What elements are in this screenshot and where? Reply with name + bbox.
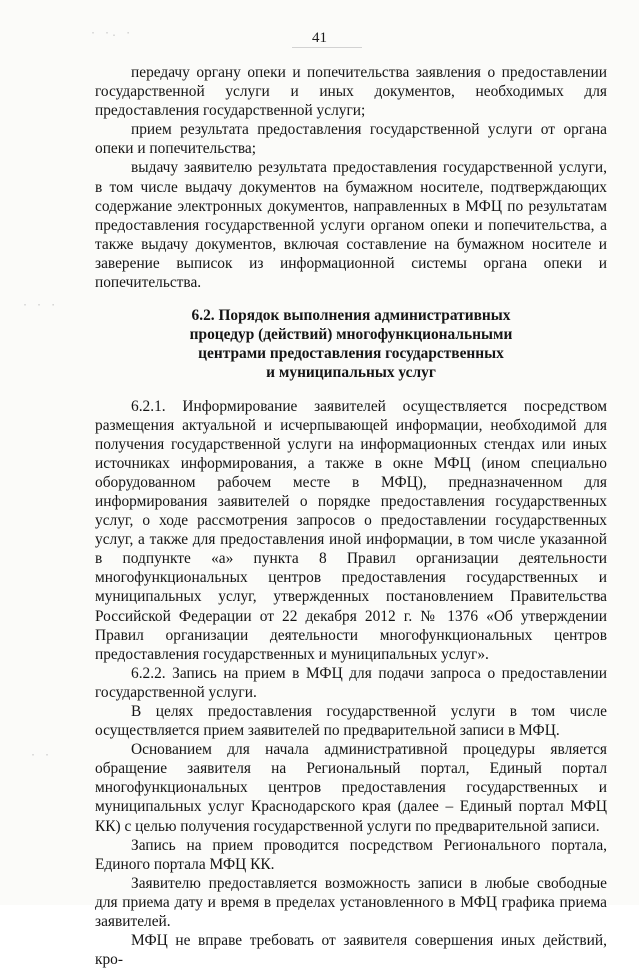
paragraph: прием результата предоставления государственной услуги от органа опеки и попечительства; — [95, 121, 607, 158]
page-number: 41 — [312, 30, 327, 46]
paragraph: выдачу заявителю результата предоставления государственной услуги, в том числе выдачу документов на бумажном носителе, подтверждающих содержание электронных документов, направленных в МФЦ по результатам предоставления государственной услуги органом опеки и попечительства, а также выдачу документов, включая составление на бумажном носителе и заверение выписок из информационной системы органа опеки и попечительства. — [95, 159, 607, 292]
paragraph: Запись на прием проводится посредством Регионального портала, Единого портала МФЦ КК. — [95, 836, 607, 873]
paragraph: В целях предоставления государственной услуги в том числе осуществляется прием заявителей по предварительной записи в МФЦ. — [95, 703, 607, 740]
section-heading-line: центрами предоставления государственных — [198, 345, 504, 363]
section-heading-line: 6.2. Порядок выполнения административных — [191, 307, 511, 325]
scan-artifact-line — [292, 47, 362, 48]
document-body — [95, 63, 607, 969]
section-heading-line: и муниципальных услуг — [266, 364, 436, 382]
scan-artifact: · · · — [22, 300, 58, 311]
paragraph: передачу органу опеки и попечительства заявления о предоставлении государственной услуги и иных документов, необходимых для предоставления государственной услуги; — [95, 64, 607, 120]
paragraph: 6.2.2. Запись на прием в МФЦ для подачи запроса о предоставлении государственной услуги. — [95, 664, 607, 701]
section-heading-line: процедур (действий) многофункциональными — [189, 326, 513, 344]
paragraph: Заявителю предоставляется возможность записи в любые свободные для приема дату и время в пределах установленного в МФЦ графика приема заявителей. — [95, 874, 607, 931]
scan-artifact: · ·. · — [90, 28, 133, 39]
paragraph: Основанием для начала административной процедуры является обращение заявителя на Региональный портал, Единый портал многофункциональных центров предоставления государственных и муниципальных услуг Краснодарского края (далее – Единый портал МФЦ КК) с целью получения государственной услуги по предварительной записи. — [95, 741, 607, 835]
section-heading — [95, 306, 607, 382]
paragraph: МФЦ не вправе требовать от заявителя совершения иных действий, кро- — [95, 932, 607, 969]
paragraph: 6.2.1. Информирование заявителей осуществляется посредством размещения актуальной и исчерпывающей информации, необходимой для получения государственной услуги на информационных стендах или иных источниках информирования, а также в окне МФЦ (ином специально оборудованном рабочем месте в МФЦ), предназначенном для информирования заявителей о порядке предоставления государственных услуг, о ходе рассмотрения запросов о предоставлении государственных услуг, а также для предоставления иной информации, в том числе указанной в подпункте «а» пункта 8 Правил организации деятельности многофункциональных центров предоставления государственных и муниципальных услуг, утвержденных постановлением Правительства Российской Федерации от 22 декабря 2012 г. № 1376 «Об утверждении Правил организации деятельности многофункциональных центров предоставления государственных и муниципальных услуг». — [95, 397, 607, 663]
scan-artifact: · · — [30, 750, 52, 761]
